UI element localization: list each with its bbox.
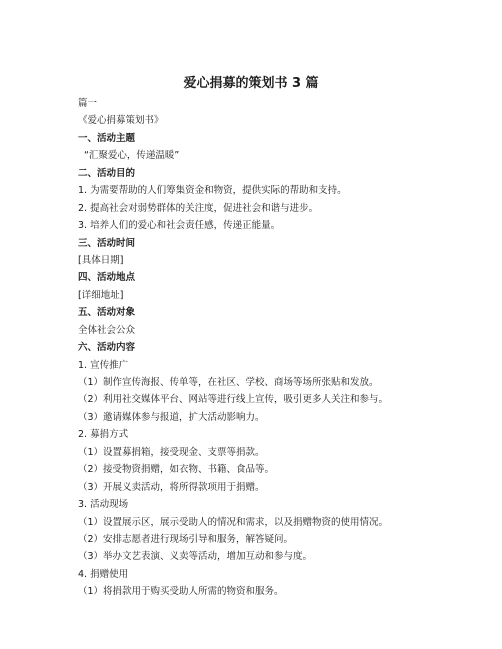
paragraph-line: （1）将捐款用于购买受助人所需的物资和服务。 xyxy=(78,586,284,598)
document-body xyxy=(78,95,478,601)
document-title: 爱心捐募的策划书 3 篇 xyxy=(183,76,319,91)
paragraph-line: [详细地址] xyxy=(78,289,124,301)
section-heading: 二、活动目的 xyxy=(78,167,136,179)
paragraph-line: 2. 提高社会对弱势群体的关注度，促进社会和谐与进步。 xyxy=(78,202,319,214)
paragraph-line: （1）制作宣传海报、传单等，在社区、学校、商场等场所张贴和发放。 xyxy=(78,377,379,388)
paragraph-line: （2）安排志愿者进行现场引导和服务，解答疑问。 xyxy=(78,533,294,545)
paragraph-line: 2. 募捐方式 xyxy=(78,429,129,441)
paragraph-line: 3. 培养人们的爱心和社会责任感，传递正能量。 xyxy=(78,220,281,232)
section-heading: 六、活动内容 xyxy=(78,342,136,354)
paragraph-line: 3. 活动现场 xyxy=(78,499,129,511)
paragraph-line: 1. 为需要帮助的人们筹集资金和物资，提供实际的帮助和支持。 xyxy=(78,185,347,197)
paragraph-line: 全体社会公众 xyxy=(78,324,136,336)
paragraph-line: （3）开展义卖活动，将所得款项用于捐赠。 xyxy=(78,481,265,493)
paragraph-line: （2）接受物资捐赠，如衣物、书籍、食品等。 xyxy=(78,464,275,476)
paragraph-line: 4. 捐赠使用 xyxy=(78,568,129,580)
paragraph-line: [具体日期] xyxy=(78,254,124,266)
paragraph-line: （1）设置展示区，展示受助人的情况和需求，以及捐赠物资的使用情况。 xyxy=(78,516,389,528)
paragraph-line: 篇一 xyxy=(78,98,98,109)
paragraph-line: （3）举办文艺表演、义卖等活动，增加互动和参与度。 xyxy=(78,551,313,563)
paragraph-line: （2）利用社交媒体平台、网站等进行线上宣传，吸引更多人关注和参与。 xyxy=(78,394,389,406)
paragraph-line: （1）设置募捐箱，接受现金、支票等捐款。 xyxy=(78,446,265,458)
section-heading: 五、活动对象 xyxy=(78,307,136,319)
section-heading: 三、活动时间 xyxy=(78,237,136,249)
paragraph-line: （3）邀请媒体参与报道，扩大活动影响力。 xyxy=(78,411,265,423)
section-heading: 一、活动主题 xyxy=(78,132,136,144)
paragraph-line: 1. 宣传推广 xyxy=(78,359,129,371)
paragraph-line: “汇聚爱心，传递温暖” xyxy=(84,150,180,162)
paragraph-line: 《爱心捐募策划书》 xyxy=(78,115,164,127)
section-heading: 四、活动地点 xyxy=(78,272,136,284)
